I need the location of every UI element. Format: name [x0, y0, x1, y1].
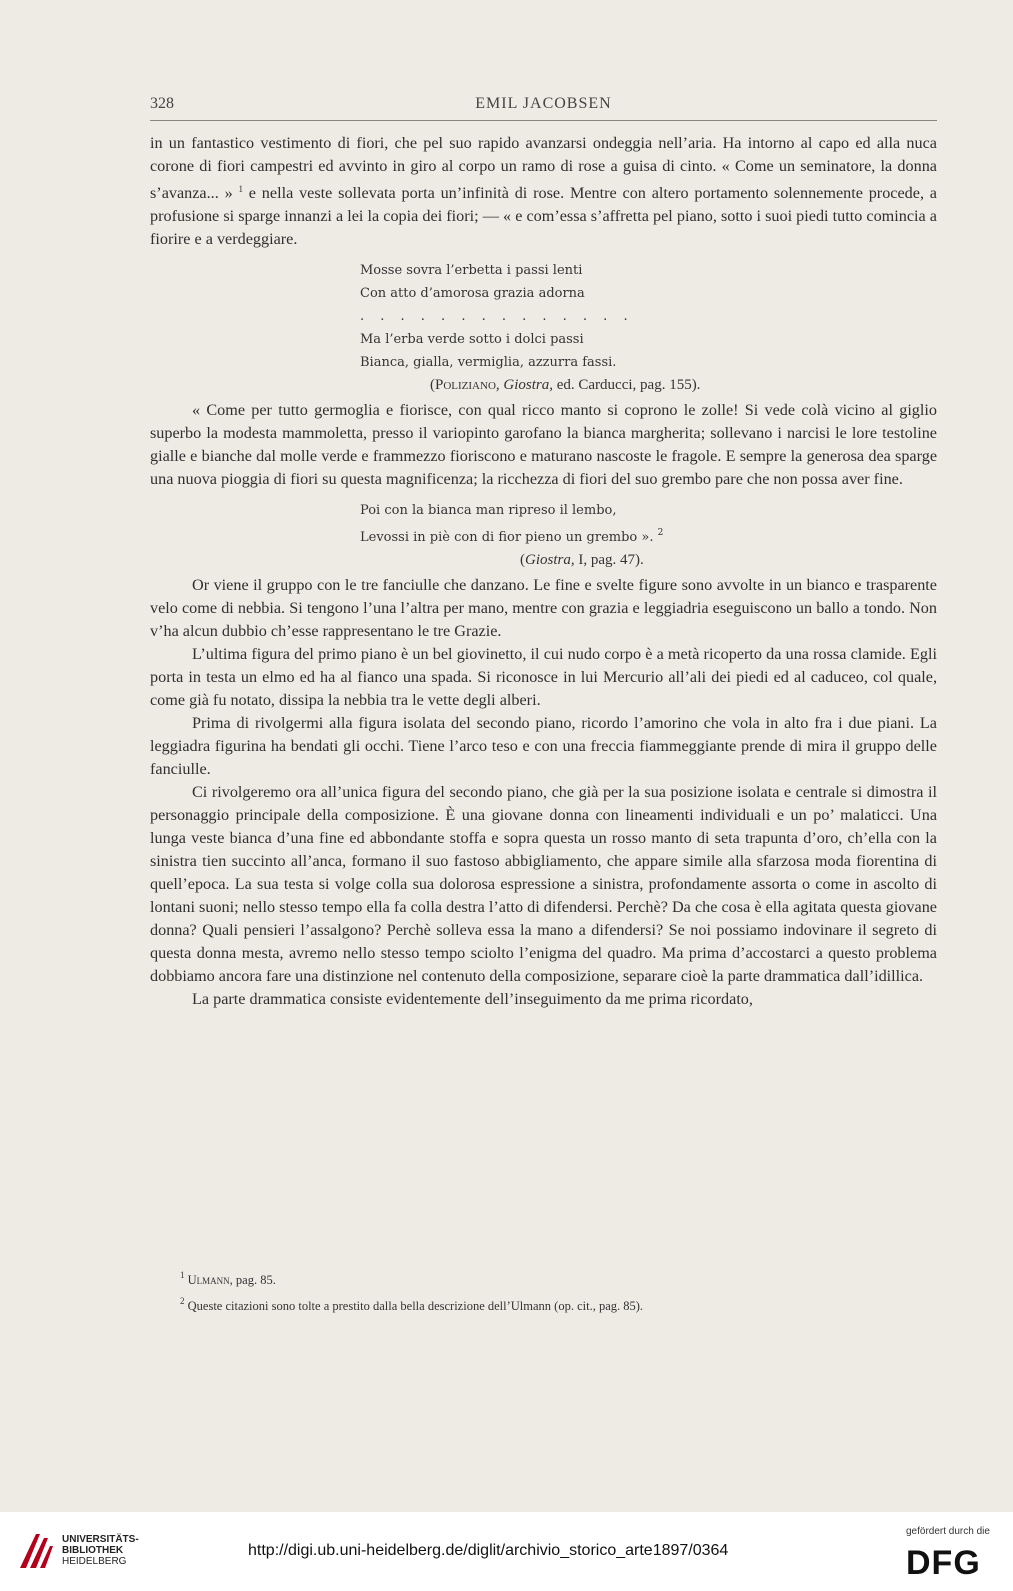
verse-line: Bianca, gialla, vermiglia, azzurra fassi.: [360, 355, 617, 370]
paragraph-4: L’ultima figura del primo piano è un bel giovinetto, il cui nudo corpo è a metà ricoperto da una rossa clamide. Egli porta in testa un elmo ed ha al fianco una spada. Si riconosce in lui Mercurio all’ali dei piedi ed al caduceo, col quale, come già fu notato, dissipa la nebbia tra le vette degli alberi.: [150, 645, 937, 709]
digitization-footer: [0, 1512, 1013, 1591]
verse-line: Con atto d’amorosa grazia adorna: [360, 286, 585, 301]
verse-quote-2: [360, 499, 937, 572]
paragraph-1: in un fantastico vestimento di fiori, che pel suo rapido avanzarsi ondeggia nell’aria. Ha intorno al capo ed alla nuca corone di fiori campestri ed avvinto in giro al corpo un ramo di rose a guisa di cinto. « Come un seminatore, la donna s’avanza... » $^1$ e nella veste sollevata porta un’infinità di rose. Mentre con altero portamento solennemente procede, a profusione si sparge innanzi a lei la copia dei fiori; — « e com’essa s’affretta pel piano, sotto i suoi piedi tutto comincia a fiorire e a verdeggiare.: [150, 134, 937, 248]
verse-line: Mosse sovra l’erbetta i passi lenti: [360, 263, 583, 278]
verse-line: Poi con la bianca man ripreso il lembo,: [360, 503, 617, 518]
footnote-ref-2: 2: [657, 528, 664, 538]
verse-ellipsis: . . . . . . . . . . . . . .: [360, 309, 634, 324]
permalink-url[interactable]: http://digi.ub.uni-heidelberg.de/diglit/archivio_storico_arte1897/0364: [248, 1542, 729, 1559]
verse-quote-1: [360, 259, 937, 397]
ub-heidelberg-logo-icon[interactable]: [16, 1528, 56, 1572]
paragraph-2: « Come per tutto germoglia e fiorisce, con qual ricco manto si coprono le zolle! Si vede colà vicino al giglio superbo la modesta mammoletta, presso il variopinto garofano la bianca margherita; sollevano i narcisi le lore testoline gialle e bianche dal molle verde e frammezzo fioriscono e maturano nascoste le fragole. E sempre la generosa dea sparge una nuova pioggia di fiori su questa magnificenza; la ricchezza di fiori del suo grembo pare che non possa aver fine.: [150, 401, 937, 488]
funded-by-label: gefördert durch die: [906, 1526, 990, 1537]
running-head: EMIL JACOBSEN: [475, 95, 612, 112]
page-header: [150, 92, 937, 121]
verse-line: Ma l’erba verde sotto i dolci passi: [360, 332, 584, 347]
verse-line: Levossi in piè con di fior pieno un grembo ». $^2$: [360, 528, 664, 545]
page-number: 328: [150, 95, 174, 112]
dfg-logo: DFG: [906, 1544, 981, 1582]
paragraph-6: Ci rivolgeremo ora all’unica figura del secondo piano, che già per la sua posizione isolata e centrale si dimostra il personaggio principale della composizione. È una giovane donna con lineamenti individuali e un po’ malaticci. Una lunga veste bianca d’una fine ed abbondante stoffa e sopra questa un rosso manto di seta trapunta d’oro, ch’ella con la sinistra tien succinto all’anca, formano il suo fastoso abbigliamento, che appare simile alla sfarzosa moda fiorentina di quell’epoca. La sua testa si volge colla sua dolorosa espressione a sinistra, profondamente assorta o come in ascolto di lontani suoni; nello stesso tempo ella fa colla destra l’atto di difendersi. Perchè? Da che cosa è ella agitata questa giovane donna? Quali pensieri l’assalgono? Perchè solleva essa la mano a difendersi? Se noi possiamo indovinare il segreto di questa donna mesta, avremo nello stesso tempo sciolto l’enigma del quadro. Ma prima d’accostarci a questo problema dobbiamo ancora fare una distinzione nel contenuto della composizione, separare cioè la parte drammatica dall’idillica.: [150, 783, 937, 985]
library-name: UNIVERSITÄTS- BIBLIOTHEK HEIDELBERG: [62, 1534, 139, 1567]
footnote-ref-1: 1: [238, 184, 243, 194]
footnotes: [150, 1265, 937, 1317]
paragraph-3: Or viene il gruppo con le tre fanciulle che danzano. Le fine e svelte figure sono avvolte in un bianco e trasparente velo come di nebbia. Si tengono l’una l’altra per mano, mentre con grazia e leggiadria eseguiscono un ballo a tondo. Non v’ha alcun dubbio ch’esse rappresentano le tre Grazie.: [150, 576, 937, 640]
verse-citation: (Poliziano, Giostra, ed. Carducci, pag. 155).: [430, 377, 701, 393]
verse-citation: (Giostra, I, pag. 47).: [520, 552, 644, 568]
footnote-1: $^1$ Ulmann, pag. 85.: [180, 1270, 276, 1287]
footnote-2: $^2$ Queste citazioni sono tolte a prestito dalla bella descrizione dell’Ulmann (op. cit., pag. 85).: [180, 1296, 644, 1313]
page-body: [150, 132, 937, 1011]
paragraph-7: La parte drammatica consiste evidentemente dell’inseguimento da me prima ricordato,: [192, 990, 753, 1008]
paragraph-5: Prima di rivolgermi alla figura isolata del secondo piano, ricordo l’amorino che vola in alto fra i due piani. La leggiadra figurina ha bendati gli occhi. Tiene l’arco teso e con una freccia fiammeggiante prende di mira il gruppo delle fanciulle.: [150, 714, 937, 778]
